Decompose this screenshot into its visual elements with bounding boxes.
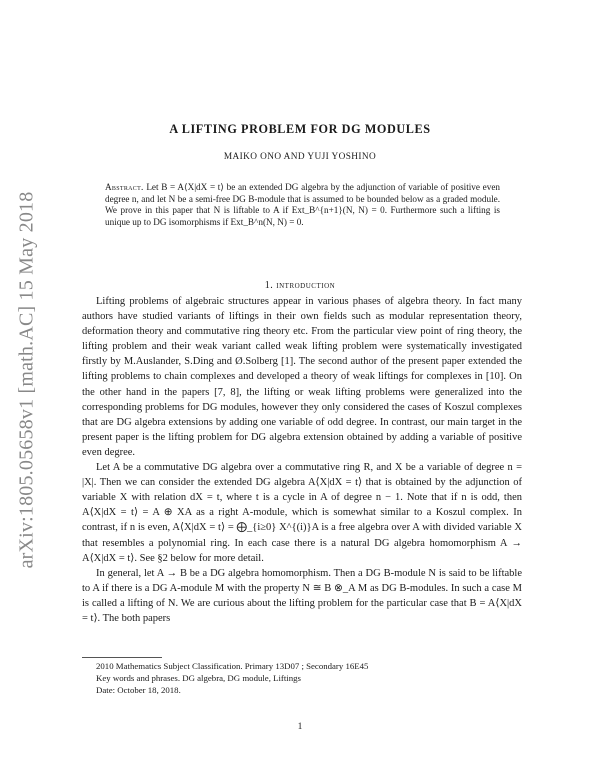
paragraph: Lifting problems of algebraic structures appear in various phases of algebra theory. In fact many authors have studied variants of liftings in their own fields such as modular representation theory, deformation theory and commutative ring theory etc. From the particular view point of ring theory, the lifting problem and their weak variant called weak lifting problem were systematically investigated firstly by M.Auslander, S.Ding and Ø.Solberg [1]. The second author of the present paper extended the lifting problems to chain complexes and developed a theory of weak liftings for complexes in [10]. On the other hand in the papers [7, 8], the lifting or weak lifting problems were generalized into the corresponding problems for DG modules, however they only considered the cases of Koszul complexes that are DG algebra extensions by adding one variable of odd degree. In contrast, our main target in the present paper is the lifting problem for DG algebra extension obtained by adding a variable of positive even degree. xyxy=(82,296,522,458)
paragraph: In general, let A → B be a DG algebra homomorphism. Then a DG B-module N is said to be liftable to A if there is a DG A-module M with the property N ≅ B ⊗_A M as DG B-modules. In such a case M is called a lifting of N. We are curious about the lifting problem for the particular case that B = A⟨X|dX = t⟩. The both papers xyxy=(82,567,522,624)
section-number: 1. xyxy=(264,280,274,291)
footnote-keywords: Key words and phrases. DG algebra, DG module, Liftings xyxy=(96,673,301,683)
abstract-text: Let B = A⟨X|dX = t⟩ be an extended DG algebra by the adjunction of variable of positive even degree n, and let N be a semi-free DG B-module that is assumed to be bounded below as a graded module. We prove in this paper that N is liftable to A if Ext_B^{n+1}(N, N) = 0. Furthermore such a lifting is unique up to DG isomorphisms if Ext_B^n(N, N) = 0. xyxy=(105,182,500,227)
abstract-block xyxy=(105,182,500,228)
body-text xyxy=(82,294,522,626)
arxiv-identifier-stamp[interactable]: arXiv:1805.05658v1 [math.AC] 15 May 2018 xyxy=(15,191,38,569)
footnotes xyxy=(82,660,522,696)
footnote-divider xyxy=(82,657,162,658)
arxiv-sidebar xyxy=(16,145,38,615)
section-heading xyxy=(0,280,600,291)
author-line: MAIKO ONO AND YUJI YOSHINO xyxy=(223,152,377,162)
abstract-label: Abstract. xyxy=(105,182,144,192)
paragraph: Let A be a commutative DG algebra over a commutative ring R, and X be a variable of degree n = |X|. Then we can consider the extended DG algebra A⟨X|dX = t⟩ that is obtained by the adjunction of variable X with relation dX = t, where t is a cycle in A of degree n − 1. Note that if n is odd, then A⟨X|dX = t⟩ = A ⊕ XA as a right A-module, which is somewhat similar to a Koszul complex. In contrast, if n is even, A⟨X|dX = t⟩ = ⨁_{i≥0} X^{(i)}A is a free algebra over A with divided variable X that resembles a polynomial ring. In each case there is a natural DG algebra homomorphism A → A⟨X|dX = t⟩. See §2 below for more detail. xyxy=(82,462,522,564)
paper-title: A LIFTING PROBLEM FOR DG MODULES xyxy=(169,122,431,136)
section-title: introduction xyxy=(276,280,336,291)
footnote-msc: 2010 Mathematics Subject Classification. Primary 13D07 ; Secondary 16E45 xyxy=(96,661,369,671)
page-number: 1 xyxy=(297,722,303,732)
footnote-date: Date: October 18, 2018. xyxy=(96,685,181,695)
